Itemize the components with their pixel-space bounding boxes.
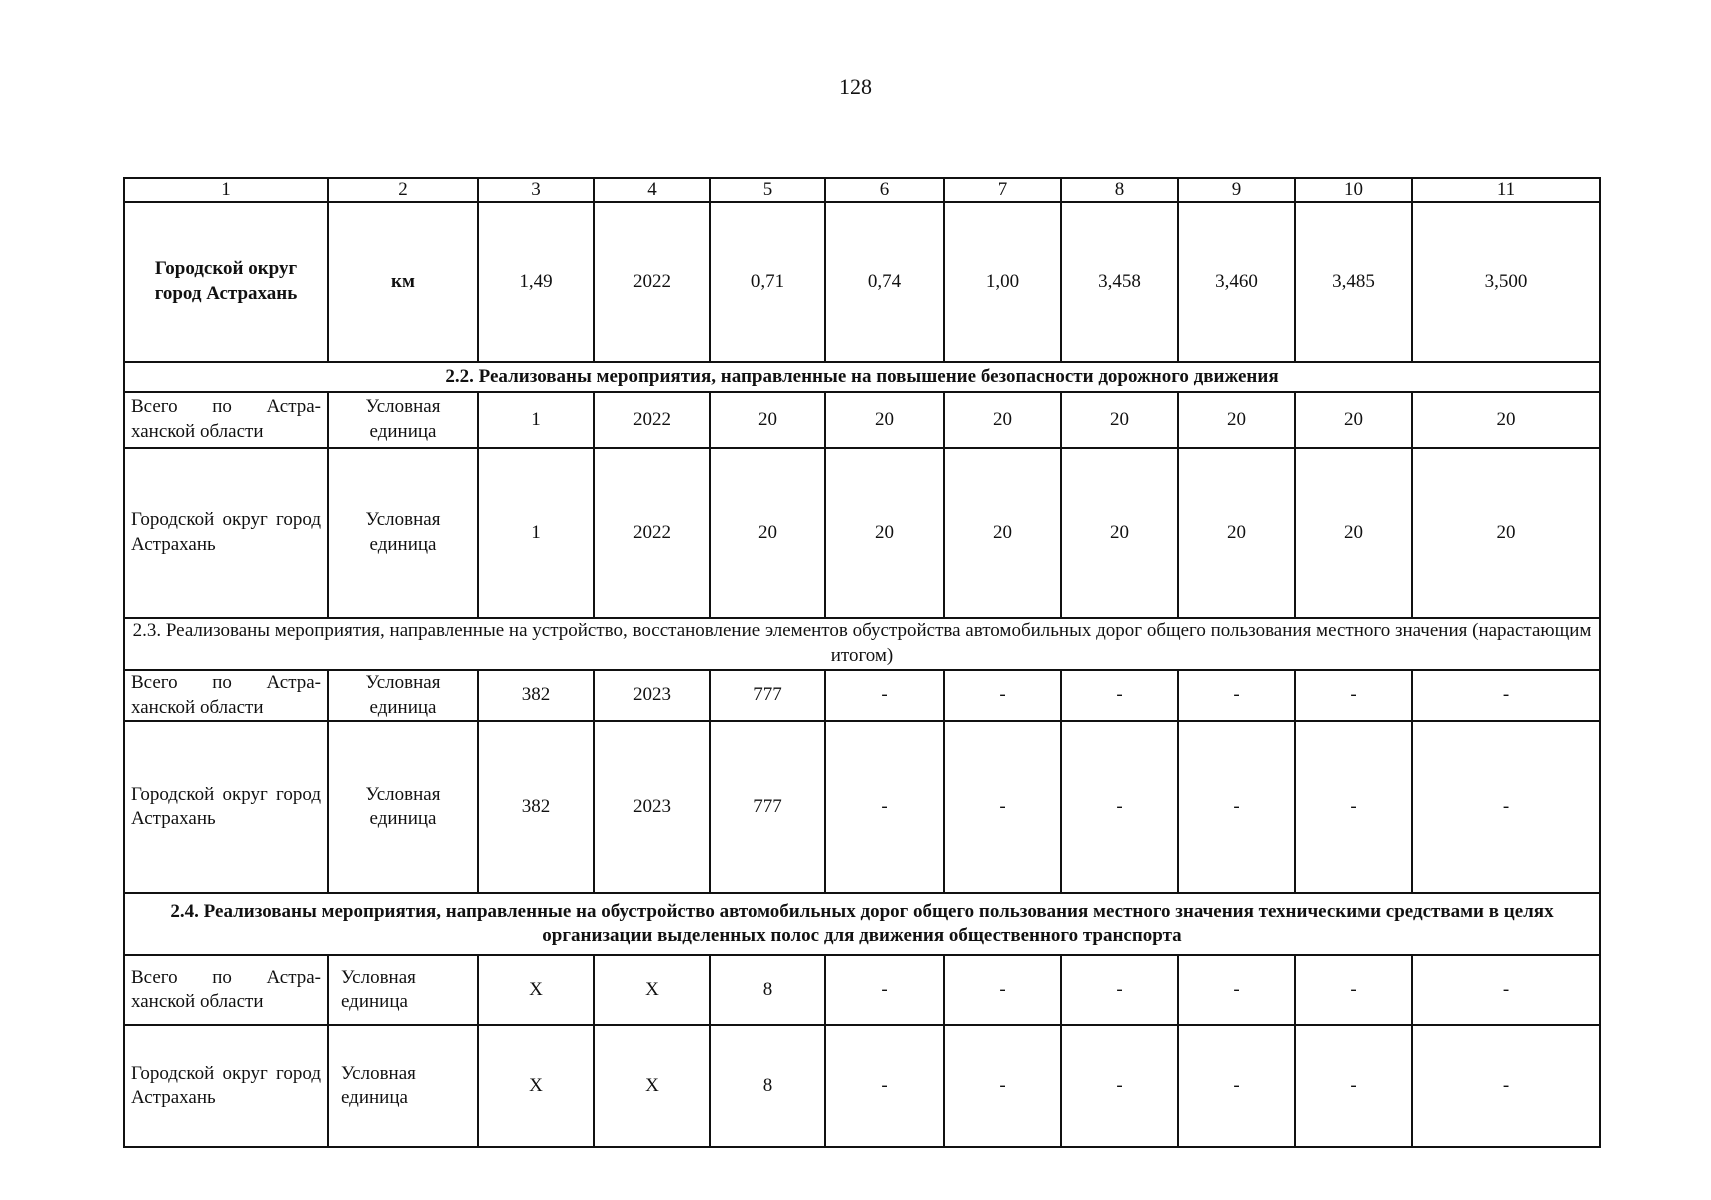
- value-cell: -: [1178, 721, 1295, 893]
- value-cell: Х: [478, 955, 594, 1025]
- territory-name: Всего по Астра-ханской области: [131, 672, 321, 718]
- territory-name: Городской округ город Астрахань: [154, 258, 298, 304]
- column-number: 5: [710, 178, 825, 202]
- value-cell: Х: [594, 955, 710, 1025]
- unit-cell: Условная единица: [328, 1025, 478, 1147]
- table-body: [124, 178, 1600, 1147]
- table-row: [124, 670, 1600, 721]
- territory-name: Городской округ город Астрахань: [131, 1062, 321, 1109]
- value-cell: 20: [825, 392, 944, 448]
- value-cell: -: [1178, 670, 1295, 721]
- territory-cell: [124, 392, 328, 448]
- value-cell: 20: [1178, 392, 1295, 448]
- value-cell: 3,485: [1295, 202, 1412, 362]
- value-cell: -: [1061, 721, 1178, 893]
- value-cell: 777: [710, 670, 825, 721]
- section-heading-row: [124, 618, 1600, 670]
- column-number: 3: [478, 178, 594, 202]
- territory-cell: [124, 448, 328, 618]
- value-cell: 2023: [594, 721, 710, 893]
- territory-cell: [124, 721, 328, 893]
- unit-cell: Условная единица: [328, 392, 478, 448]
- value-cell: -: [1061, 955, 1178, 1025]
- value-cell: 20: [944, 392, 1061, 448]
- unit-cell: Условная единица: [328, 448, 478, 618]
- territory-name: Городской округ город Астрахань: [131, 783, 321, 830]
- value-cell: -: [1412, 721, 1600, 893]
- value-cell: -: [944, 670, 1061, 721]
- unit-cell: Условная единица: [328, 955, 478, 1025]
- value-cell: 3,460: [1178, 202, 1295, 362]
- value-cell: -: [1295, 955, 1412, 1025]
- value-cell: 0,74: [825, 202, 944, 362]
- territory-cell: [124, 1025, 328, 1147]
- column-number: 9: [1178, 178, 1295, 202]
- value-cell: 20: [1061, 392, 1178, 448]
- value-cell: 20: [825, 448, 944, 618]
- value-cell: -: [944, 955, 1061, 1025]
- value-cell: 2022: [594, 448, 710, 618]
- value-cell: 1: [478, 448, 594, 618]
- column-number: 2: [328, 178, 478, 202]
- table-row: [124, 1025, 1600, 1147]
- section-heading-row: [124, 362, 1600, 392]
- table-row: [124, 448, 1600, 618]
- value-cell: 20: [1295, 392, 1412, 448]
- value-cell: 2022: [594, 202, 710, 362]
- value-cell: -: [1178, 1025, 1295, 1147]
- unit-cell: Условная единица: [328, 670, 478, 721]
- unit-cell: км: [328, 202, 478, 362]
- table-row: [124, 202, 1600, 362]
- value-cell: 382: [478, 721, 594, 893]
- value-cell: 20: [1412, 392, 1600, 448]
- value-cell: 20: [1295, 448, 1412, 618]
- unit-cell: Условная единица: [328, 721, 478, 893]
- value-cell: -: [1412, 1025, 1600, 1147]
- value-cell: 3,458: [1061, 202, 1178, 362]
- value-cell: 2022: [594, 392, 710, 448]
- value-cell: 777: [710, 721, 825, 893]
- value-cell: Х: [478, 1025, 594, 1147]
- section-heading: 2.2. Реализованы мероприятия, направленные на повышение безопасности дорожного движения: [124, 362, 1600, 392]
- value-cell: 20: [710, 448, 825, 618]
- value-cell: Х: [594, 1025, 710, 1147]
- value-cell: 8: [710, 955, 825, 1025]
- value-cell: -: [944, 721, 1061, 893]
- value-cell: -: [1061, 670, 1178, 721]
- value-cell: 20: [710, 392, 825, 448]
- value-cell: 3,500: [1412, 202, 1600, 362]
- table-row: [124, 955, 1600, 1025]
- column-number: 7: [944, 178, 1061, 202]
- page-number: 128: [839, 74, 872, 99]
- value-cell: 1,49: [478, 202, 594, 362]
- value-cell: -: [1061, 1025, 1178, 1147]
- value-cell: 20: [944, 448, 1061, 618]
- value-cell: 20: [1061, 448, 1178, 618]
- value-cell: 382: [478, 670, 594, 721]
- column-number: 1: [124, 178, 328, 202]
- value-cell: 2023: [594, 670, 710, 721]
- column-number: 11: [1412, 178, 1600, 202]
- table-row: [124, 392, 1600, 448]
- section-heading: 2.4. Реализованы мероприятия, направленные на обустройство автомобильных дорог общего пользования местного значения техническими средствами в целях организации выделенных полос для движения общественного транспорта: [124, 893, 1600, 955]
- table-row: [124, 721, 1600, 893]
- value-cell: -: [944, 1025, 1061, 1147]
- value-cell: -: [825, 721, 944, 893]
- section-heading-row: [124, 893, 1600, 955]
- column-number-row: [124, 178, 1600, 202]
- value-cell: 20: [1412, 448, 1600, 618]
- column-number: 8: [1061, 178, 1178, 202]
- column-number: 4: [594, 178, 710, 202]
- value-cell: 8: [710, 1025, 825, 1147]
- value-cell: -: [1412, 670, 1600, 721]
- section-heading: 2.3. Реализованы мероприятия, направленные на устройство, восстановление элементов обустройства автомобильных дорог общего пользования местного значения (нарастающим итогом): [124, 618, 1600, 670]
- value-cell: -: [1412, 955, 1600, 1025]
- value-cell: 1,00: [944, 202, 1061, 362]
- value-cell: -: [1295, 670, 1412, 721]
- territory-name: Городской округ город Астрахань: [131, 509, 321, 555]
- value-cell: 1: [478, 392, 594, 448]
- column-number: 10: [1295, 178, 1412, 202]
- column-number: 6: [825, 178, 944, 202]
- territory-cell: [124, 670, 328, 721]
- value-cell: 20: [1178, 448, 1295, 618]
- territory-cell: [124, 955, 328, 1025]
- territory-name: Всего по Астра-ханской области: [131, 396, 321, 442]
- value-cell: -: [825, 1025, 944, 1147]
- value-cell: 0,71: [710, 202, 825, 362]
- territory-cell: [124, 202, 328, 362]
- value-cell: -: [1295, 1025, 1412, 1147]
- value-cell: -: [825, 670, 944, 721]
- value-cell: -: [1295, 721, 1412, 893]
- territory-name: Всего по Астра-ханской области: [131, 966, 321, 1013]
- value-cell: -: [825, 955, 944, 1025]
- indicators-table: [123, 177, 1601, 1148]
- value-cell: -: [1178, 955, 1295, 1025]
